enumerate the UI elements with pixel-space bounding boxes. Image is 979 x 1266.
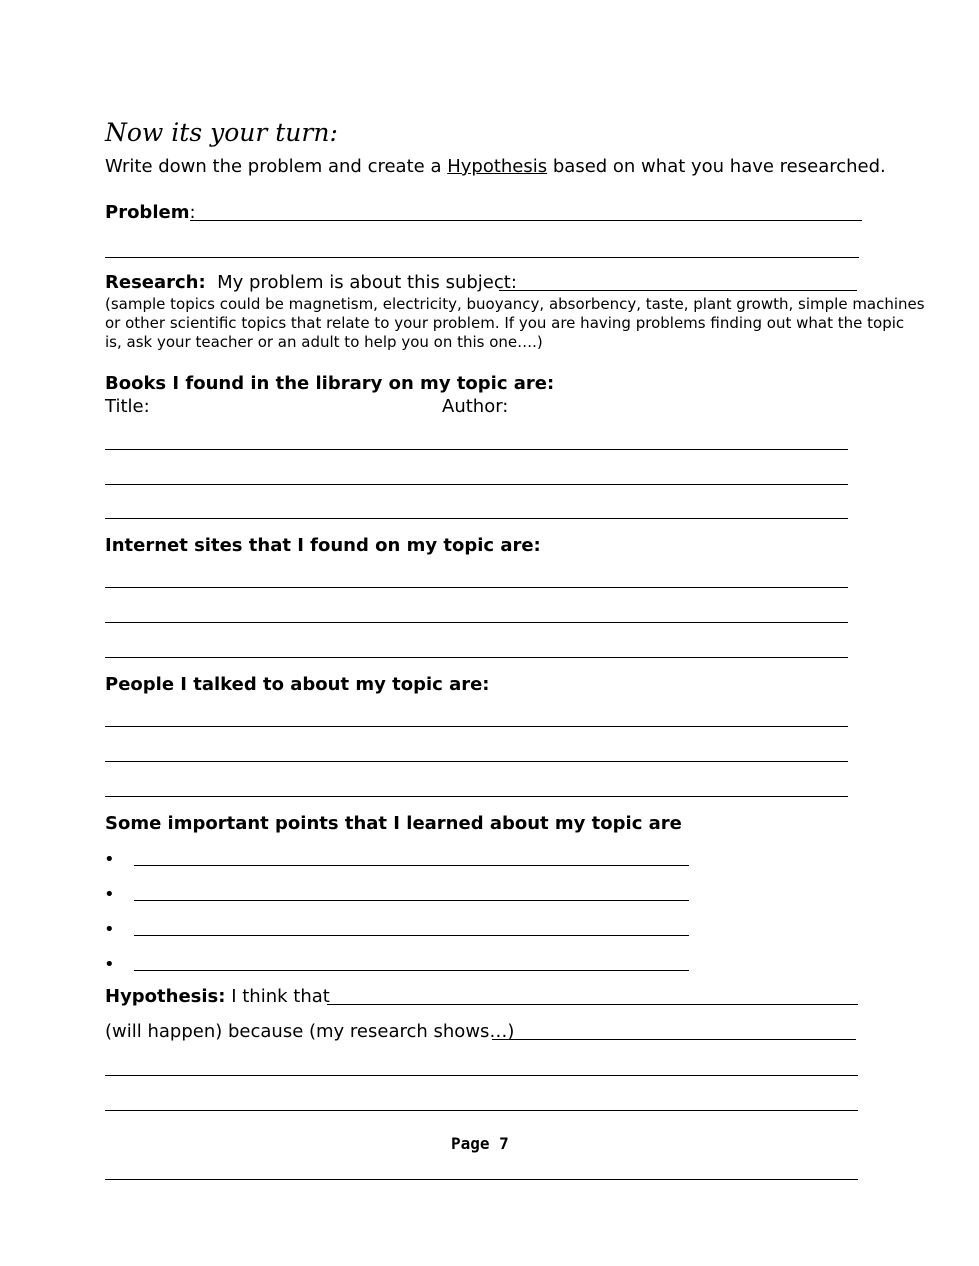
research-text: My problem is about this subject: bbox=[217, 272, 517, 293]
research-label: Research: bbox=[105, 272, 206, 293]
bullet-3: • bbox=[104, 919, 115, 940]
intro-before: Write down the problem and create a bbox=[105, 156, 448, 177]
points-line-4[interactable] bbox=[134, 970, 689, 971]
points-line-1[interactable] bbox=[134, 865, 689, 866]
hypothesis-link: Hypothesis bbox=[447, 156, 548, 177]
research-note-2: or other scientific topics that relate to your problem. If you are having problems finding out what the topic bbox=[105, 314, 905, 332]
bullet-4: • bbox=[104, 954, 115, 975]
people-heading: People I talked to about my topic are: bbox=[105, 674, 490, 695]
hypothesis-line-3[interactable] bbox=[105, 1075, 858, 1076]
research-row bbox=[105, 272, 517, 293]
problem-colon: : bbox=[189, 202, 196, 223]
books-title-label: Title: bbox=[105, 396, 150, 417]
books-line-3[interactable] bbox=[105, 518, 848, 519]
internet-line-3[interactable] bbox=[105, 657, 848, 658]
hypothesis-line-2[interactable] bbox=[492, 1039, 856, 1040]
hypothesis-line2-text: (will happen) because (my research shows…) bbox=[105, 1021, 515, 1042]
books-line-2[interactable] bbox=[105, 484, 848, 485]
research-note-1: (sample topics could be magnetism, electricity, buoyancy, absorbency, taste, plant growth, simple machines bbox=[105, 295, 925, 313]
internet-line-1[interactable] bbox=[105, 587, 848, 588]
people-line-2[interactable] bbox=[105, 761, 848, 762]
people-line-3[interactable] bbox=[105, 796, 848, 797]
bullet-1: • bbox=[104, 849, 115, 870]
problem-label-row bbox=[105, 202, 196, 223]
problem-label: Problem bbox=[105, 202, 190, 223]
books-heading: Books I found in the library on my topic are: bbox=[105, 373, 555, 394]
page-heading: Now its your turn: bbox=[105, 118, 338, 147]
problem-line-2[interactable] bbox=[105, 257, 859, 258]
books-line-1[interactable] bbox=[105, 449, 848, 450]
internet-heading: Internet sites that I found on my topic are: bbox=[105, 535, 541, 556]
hypothesis-text: I think that bbox=[231, 986, 330, 1007]
hypothesis-label: Hypothesis: bbox=[105, 986, 226, 1007]
hypothesis-line-4[interactable] bbox=[105, 1110, 858, 1111]
page-number: Page 7 bbox=[451, 1134, 509, 1153]
points-heading: Some important points that I learned about my topic are bbox=[105, 813, 682, 834]
hypothesis-row bbox=[105, 986, 330, 1007]
internet-line-2[interactable] bbox=[105, 622, 848, 623]
footer-rule bbox=[105, 1179, 858, 1180]
points-line-3[interactable] bbox=[134, 935, 689, 936]
points-line-2[interactable] bbox=[134, 900, 689, 901]
bullet-2: • bbox=[104, 884, 115, 905]
research-subject-line[interactable] bbox=[499, 290, 857, 291]
books-author-label: Author: bbox=[442, 396, 509, 417]
people-line-1[interactable] bbox=[105, 726, 848, 727]
intro-text bbox=[105, 156, 886, 177]
intro-after: based on what you have researched. bbox=[547, 156, 886, 177]
research-note-3: is, ask your teacher or an adult to help you on this one….) bbox=[105, 333, 543, 351]
hypothesis-line-1[interactable] bbox=[327, 1004, 858, 1005]
problem-line-1[interactable] bbox=[190, 220, 862, 221]
